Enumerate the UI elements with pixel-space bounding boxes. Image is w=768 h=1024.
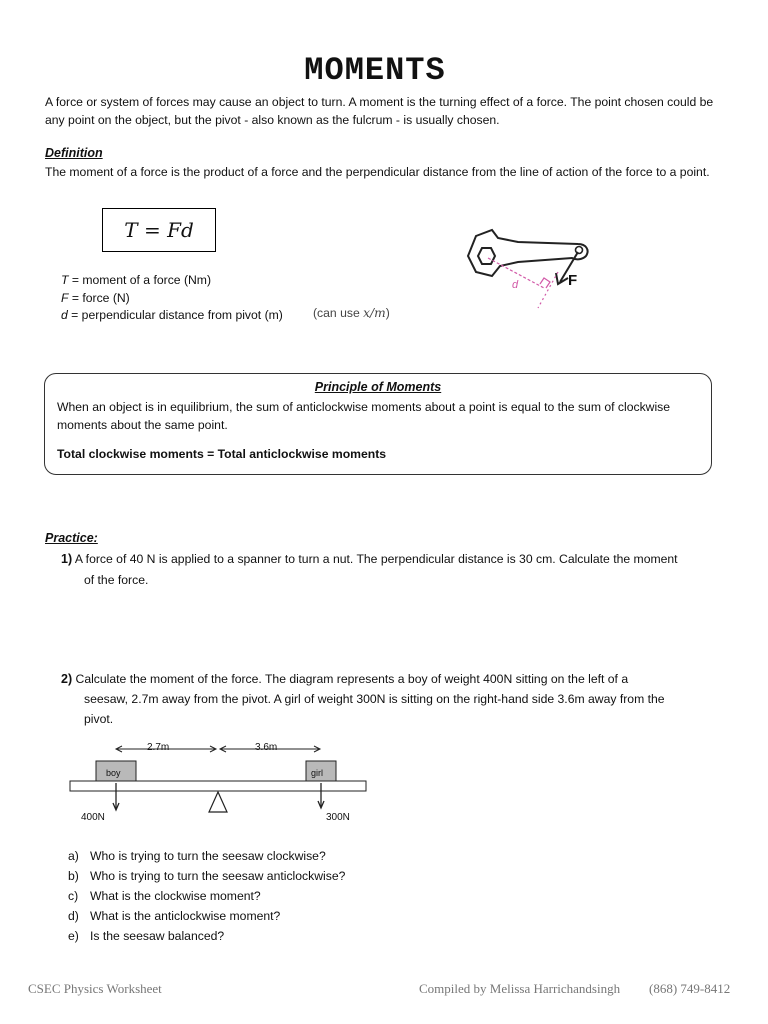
sub-question-text: What is the anticlockwise moment? <box>90 909 281 923</box>
variable-desc: = force (N) <box>68 291 130 305</box>
boy-weight-label: 400N <box>81 812 105 823</box>
footer-phone: (868) 749-8412 <box>649 981 731 996</box>
sub-question-letter: b) <box>68 869 79 883</box>
sub-question-e <box>68 929 224 943</box>
note-prefix: (can use <box>313 306 364 320</box>
formula: T = Fd <box>124 218 194 242</box>
distance-label: d <box>512 279 519 291</box>
question-text: of the force. <box>84 573 149 587</box>
sub-question-d <box>68 909 280 923</box>
variable-symbol: d <box>61 308 68 322</box>
sub-question-text: Who is trying to turn the seesaw clockwise? <box>90 849 326 863</box>
variable-desc: = moment of a force (Nm) <box>68 273 212 287</box>
sub-question-text: Is the seesaw balanced? <box>90 929 225 943</box>
sub-question-letter: e) <box>68 929 79 943</box>
variable-desc: = perpendicular distance from pivot (m) <box>67 308 283 322</box>
sub-question-text: What is the clockwise moment? <box>90 889 261 903</box>
question-1 <box>61 549 721 591</box>
boy-label: boy <box>106 768 121 778</box>
pivot-triangle <box>209 792 227 812</box>
sub-question-c <box>68 889 261 903</box>
definition-heading: Definition <box>45 146 103 160</box>
page-title: MOMENTS <box>304 52 446 89</box>
sub-question-letter: d) <box>68 909 79 923</box>
nut-icon <box>478 248 495 264</box>
note-math: x/m <box>363 306 386 320</box>
right-distance-label: 3.6m <box>255 742 278 753</box>
sub-question-letter: c) <box>68 889 79 903</box>
sub-question-b <box>68 869 345 883</box>
girl-label: girl <box>311 768 324 778</box>
left-distance-label: 2.7m <box>147 742 170 753</box>
sub-question-a <box>68 849 326 863</box>
footer-compiled: Compiled by Melissa Harrichandsingh <box>419 981 621 996</box>
units-note <box>313 306 390 320</box>
principle-heading: Principle of Moments <box>314 380 442 394</box>
definition-text: The moment of a force is the product of a force and the perpendicular distance from the line of action of the force to a point. <box>45 165 710 179</box>
formula-box <box>102 208 216 252</box>
principle-text: When an object is in equilibrium, the sum of anticlockwise moments about a point is equal to the sum of clockwise moments about the same point. <box>57 400 671 432</box>
intro-paragraph: A force or system of forces may cause an object to turn. A moment is the turning effect of a force. The point chosen could be any point on the object, but the pivot - also known as the fulcrum - is usually chosen. <box>45 95 714 127</box>
sub-question-letter: a) <box>68 849 79 863</box>
question-text: A force of 40 N is applied to a spanner to turn a nut. The perpendicular distance is 30 cm. Calculate the moment <box>74 552 678 566</box>
girl-weight-label: 300N <box>326 812 350 823</box>
force-label: F <box>568 272 578 289</box>
variable-t <box>61 271 211 289</box>
variable-symbol: T <box>61 273 69 287</box>
spanner-diagram <box>458 222 608 312</box>
sub-question-text: Who is trying to turn the seesaw anticlockwise? <box>90 869 346 883</box>
spanner-outline <box>468 230 588 276</box>
question-number: 2) <box>61 672 73 686</box>
action-line <box>538 272 558 308</box>
note-suffix: ) <box>385 306 390 320</box>
seesaw-diagram <box>60 735 380 830</box>
question-text: Calculate the moment of the force. The diagram represents a boy of weight 400N sitting on the left of a <box>75 672 629 686</box>
variable-d <box>61 306 283 324</box>
footer-left: CSEC Physics Worksheet <box>28 981 162 996</box>
question-text: pivot. <box>84 712 114 726</box>
principle-equation: Total clockwise moments = Total anticlockwise moments <box>57 447 387 461</box>
question-text: seesaw, 2.7m away from the pivot. A girl of weight 300N is sitting on the right-hand side 3.6m away from the <box>84 692 665 706</box>
question-2 <box>61 669 721 729</box>
spanner-hole <box>576 247 583 254</box>
variable-symbol: F <box>61 291 69 305</box>
practice-heading: Practice: <box>45 531 98 545</box>
question-number: 1) <box>61 552 73 566</box>
variable-f <box>61 289 130 307</box>
